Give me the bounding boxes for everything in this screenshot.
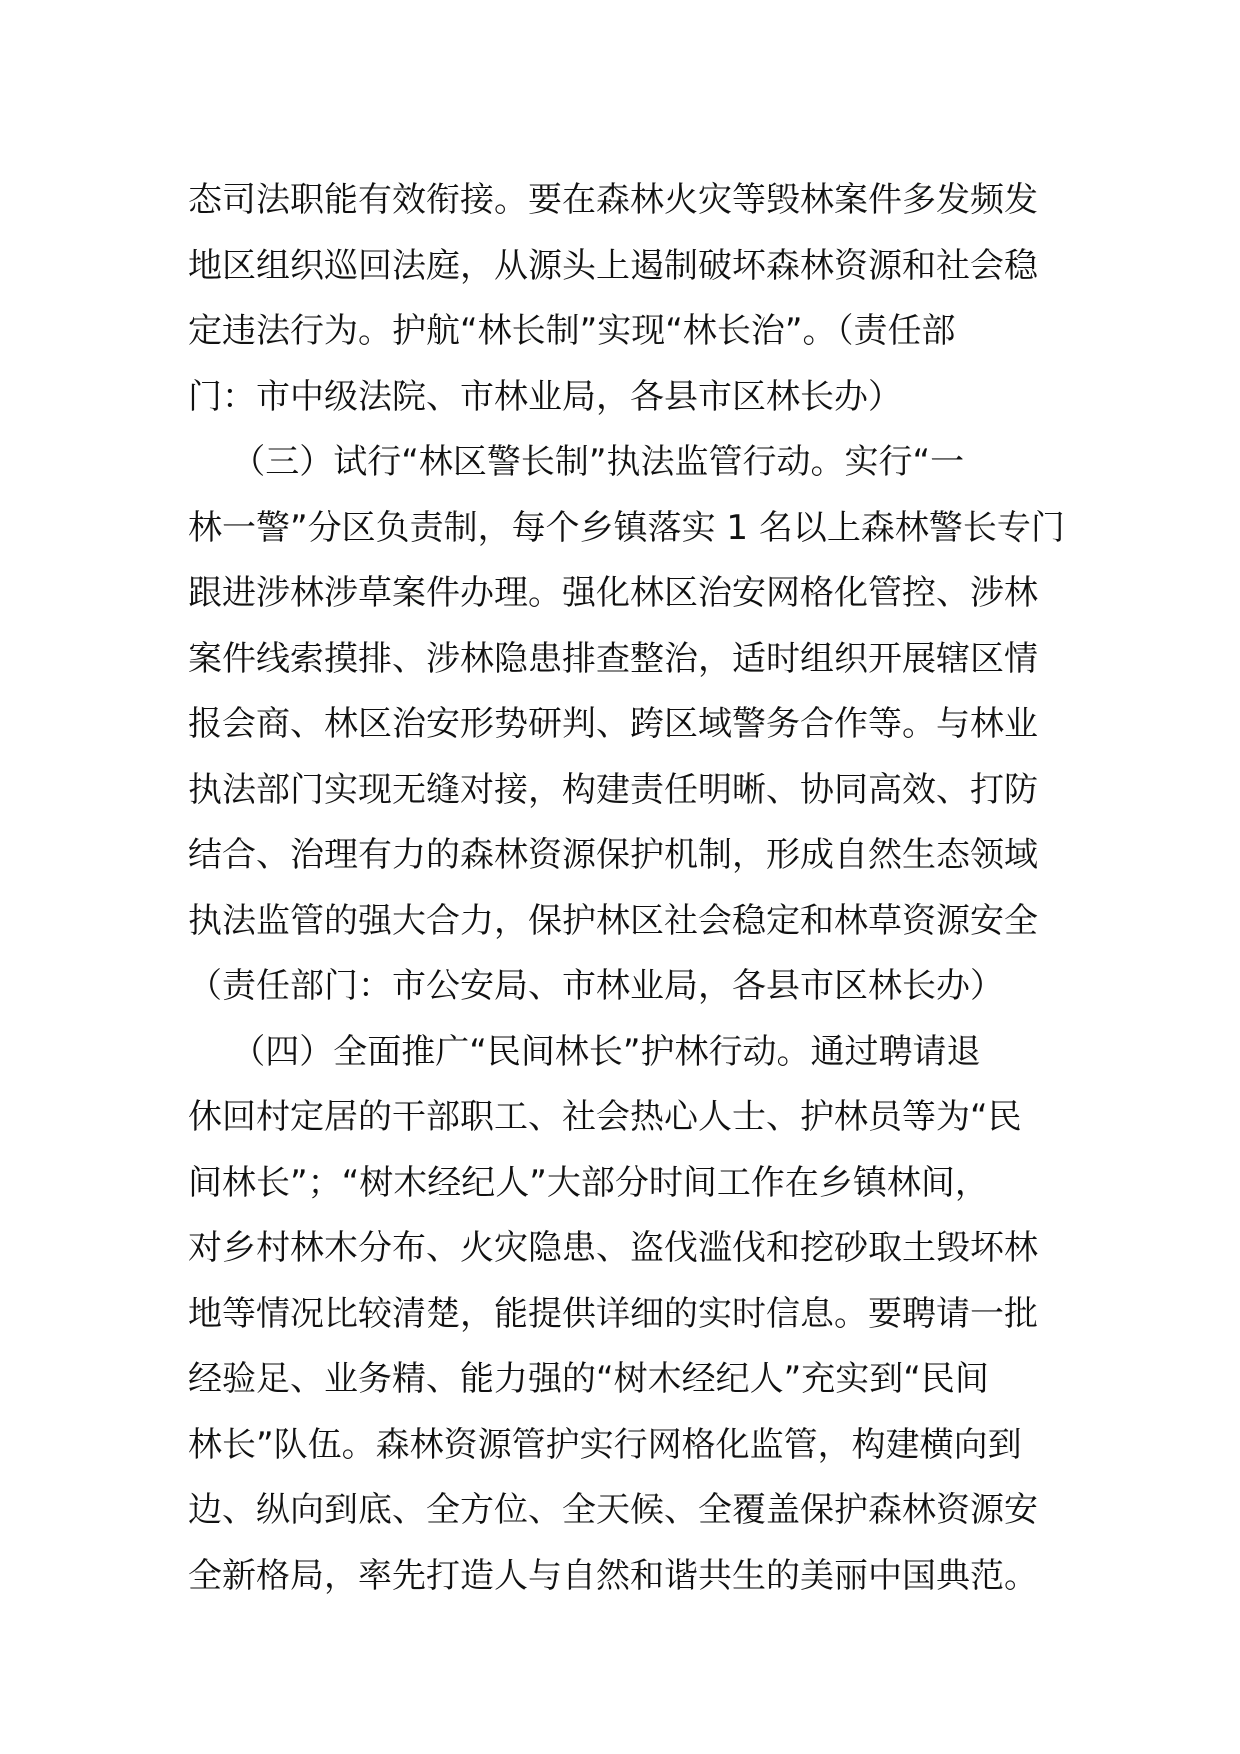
text-line: 间林长”；“树木经纪人”大部分时间工作在乡镇林间， (188, 1162, 989, 1203)
body-text (188, 168, 1068, 1609)
text-line: 地区组织巡回法庭，从源头上遏制破坏森林资源和社会稳 (188, 245, 1038, 286)
text-line: 对乡村林木分布、火灾隐患、盗伐滥伐和挖砂取土毁坏林 (188, 1228, 1038, 1268)
text-line: 执法部门实现无缝对接，构建责任明晰、协同高效、打防 (188, 769, 1038, 810)
text-line: 全新格局，率先打造人与自然和谐共生的美丽中国典范。 (188, 1555, 1038, 1596)
text-line: 林一警”分区负责制，每个乡镇落实 1 名以上森林警长专门 (188, 507, 1065, 548)
text-line: （责任部门：市公安局、市林业局，各县市区林长办） (188, 966, 1004, 1006)
text-line: 边、纵向到底、全方位、全天候、全覆盖保护森林资源安 (188, 1490, 1038, 1530)
text-line: （三）试行“林区警长制”执法监管行动。实行“一 (188, 442, 965, 482)
text-line: 案件线索摸排、涉林隐患排查整治，适时组织开展辖区情 (188, 638, 1038, 679)
text-line: 地等情况比较清楚，能提供详细的实时信息。要聘请一批 (188, 1293, 1038, 1334)
text-line: 执法监管的强大合力，保护林区社会稳定和林草资源安全 (188, 900, 1038, 941)
text-line: 报会商、林区治安形势研判、跨区域警务合作等。与林业 (188, 704, 1038, 744)
text-line: （四）全面推广“民间林长”护林行动。通过聘请退 (188, 1031, 981, 1072)
text-line: 定违法行为。护航“林长制”实现“林长治”。（责任部 (188, 311, 956, 351)
text-line: 跟进涉林涉草案件办理。强化林区治安网格化管控、涉林 (188, 573, 1038, 613)
text-line: 态司法职能有效衔接。要在森林火灾等毁林案件多发频发 (188, 180, 1038, 220)
text-line: 经验足、业务精、能力强的“树木经纪人”充实到“民间 (188, 1359, 989, 1399)
text-line: 休回村定居的干部职工、社会热心人士、护林员等为“民 (188, 1097, 1022, 1137)
text-line: 林长”队伍。森林资源管护实行网格化监管，构建横向到 (188, 1424, 1022, 1465)
text-line: 门：市中级法院、市林业局，各县市区林长办） (188, 376, 902, 417)
text-line: 结合、治理有力的森林资源保护机制，形成自然生态领域 (188, 835, 1038, 875)
